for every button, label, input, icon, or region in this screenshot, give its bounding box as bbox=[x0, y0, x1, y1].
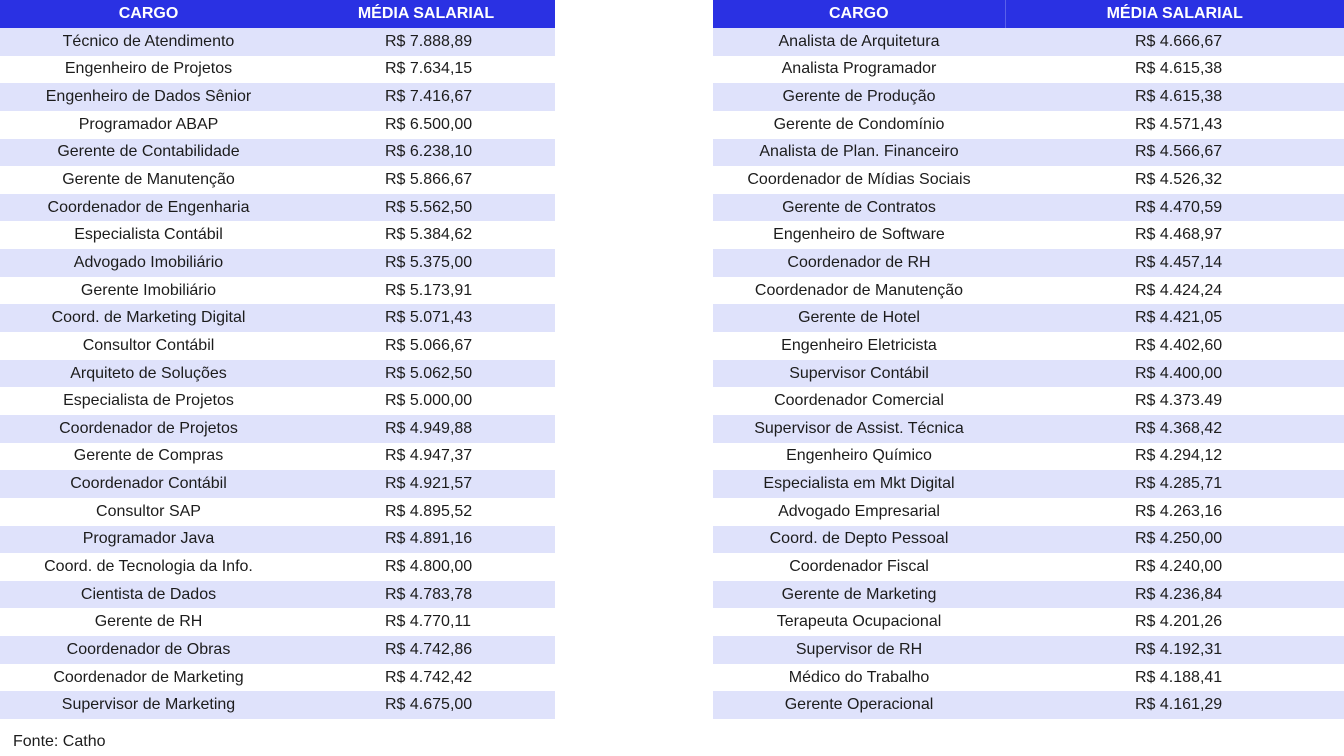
salary-cell: R$ 4.921,57 bbox=[297, 470, 555, 498]
salary-cell: R$ 5.173,91 bbox=[297, 277, 555, 305]
cargo-cell: Especialista de Projetos bbox=[0, 387, 297, 415]
cargo-cell: Gerente de Hotel bbox=[713, 304, 1005, 332]
table-row bbox=[0, 28, 555, 56]
salary-cell: R$ 4.800,00 bbox=[297, 553, 555, 581]
cargo-cell: Engenheiro de Dados Sênior bbox=[0, 83, 297, 111]
salary-cell: R$ 4.250,00 bbox=[1005, 526, 1344, 554]
cargo-cell: Engenheiro de Software bbox=[713, 221, 1005, 249]
cargo-cell: Programador Java bbox=[0, 526, 297, 554]
salary-cell: R$ 4.566,67 bbox=[1005, 139, 1344, 167]
cargo-cell: Supervisor Contábil bbox=[713, 360, 1005, 388]
table-row bbox=[713, 360, 1344, 388]
salary-cell: R$ 4.294,12 bbox=[1005, 443, 1344, 471]
cargo-cell: Consultor SAP bbox=[0, 498, 297, 526]
table-row bbox=[713, 28, 1344, 56]
salary-cell: R$ 4.201,26 bbox=[1005, 608, 1344, 636]
cargo-cell: Analista Programador bbox=[713, 56, 1005, 84]
cargo-cell: Coord. de Marketing Digital bbox=[0, 304, 297, 332]
salary-cell: R$ 4.675,00 bbox=[297, 691, 555, 719]
table-row bbox=[713, 581, 1344, 609]
salary-cell: R$ 4.666,67 bbox=[1005, 28, 1344, 56]
table-row bbox=[713, 608, 1344, 636]
table-row bbox=[713, 139, 1344, 167]
cargo-cell: Supervisor de Assist. Técnica bbox=[713, 415, 1005, 443]
salary-cell: R$ 4.424,24 bbox=[1005, 277, 1344, 305]
salary-cell: R$ 7.888,89 bbox=[297, 28, 555, 56]
table-row bbox=[713, 664, 1344, 692]
salary-cell: R$ 5.071,43 bbox=[297, 304, 555, 332]
salary-cell: R$ 4.188,41 bbox=[1005, 664, 1344, 692]
salary-cell: R$ 4.263,16 bbox=[1005, 498, 1344, 526]
salary-cell: R$ 6.500,00 bbox=[297, 111, 555, 139]
cargo-cell: Coordenador Fiscal bbox=[713, 553, 1005, 581]
table-row bbox=[713, 83, 1344, 111]
salary-cell: R$ 4.457,14 bbox=[1005, 249, 1344, 277]
cargo-cell: Arquiteto de Soluções bbox=[0, 360, 297, 388]
table-row bbox=[0, 664, 555, 692]
cargo-cell: Engenheiro Eletricista bbox=[713, 332, 1005, 360]
cargo-cell: Engenheiro Químico bbox=[713, 443, 1005, 471]
cargo-cell: Coordenador de Marketing bbox=[0, 664, 297, 692]
cargo-cell: Gerente de Contabilidade bbox=[0, 139, 297, 167]
table-row bbox=[713, 332, 1344, 360]
table-row bbox=[713, 166, 1344, 194]
salary-cell: R$ 4.285,71 bbox=[1005, 470, 1344, 498]
column-header-cargo[interactable]: CARGO bbox=[713, 0, 1005, 28]
table-row bbox=[713, 415, 1344, 443]
cargo-cell: Coordenador de Mídias Sociais bbox=[713, 166, 1005, 194]
table-row bbox=[0, 608, 555, 636]
salary-cell: R$ 4.400,00 bbox=[1005, 360, 1344, 388]
column-header-media-salarial[interactable]: MÉDIA SALARIAL bbox=[297, 0, 555, 28]
salary-cell: R$ 7.634,15 bbox=[297, 56, 555, 84]
salary-cell: R$ 4.895,52 bbox=[297, 498, 555, 526]
table-row bbox=[0, 691, 555, 719]
cargo-cell: Advogado Imobiliário bbox=[0, 249, 297, 277]
salary-table-left bbox=[0, 0, 555, 719]
salary-cell: R$ 5.062,50 bbox=[297, 360, 555, 388]
table-row bbox=[713, 56, 1344, 84]
source-note: Fonte: Catho bbox=[13, 733, 106, 750]
table-row bbox=[0, 277, 555, 305]
table-row bbox=[0, 387, 555, 415]
table-row bbox=[0, 221, 555, 249]
salary-cell: R$ 4.373.49 bbox=[1005, 387, 1344, 415]
table-row bbox=[713, 111, 1344, 139]
cargo-cell: Coordenador de Projetos bbox=[0, 415, 297, 443]
table-row bbox=[0, 304, 555, 332]
salary-cell: R$ 4.615,38 bbox=[1005, 83, 1344, 111]
cargo-cell: Coordenador Comercial bbox=[713, 387, 1005, 415]
cargo-cell: Gerente Operacional bbox=[713, 691, 1005, 719]
table-row bbox=[713, 526, 1344, 554]
cargo-cell: Consultor Contábil bbox=[0, 332, 297, 360]
cargo-cell: Gerente de Contratos bbox=[713, 194, 1005, 222]
table-header-row bbox=[713, 0, 1344, 28]
salary-cell: R$ 6.238,10 bbox=[297, 139, 555, 167]
cargo-cell: Técnico de Atendimento bbox=[0, 28, 297, 56]
table-row bbox=[713, 277, 1344, 305]
salary-cell: R$ 4.240,00 bbox=[1005, 553, 1344, 581]
cargo-cell: Terapeuta Ocupacional bbox=[713, 608, 1005, 636]
table-row bbox=[0, 443, 555, 471]
cargo-cell: Gerente Imobiliário bbox=[0, 277, 297, 305]
table-row bbox=[713, 470, 1344, 498]
salary-cell: R$ 5.866,67 bbox=[297, 166, 555, 194]
salary-cell: R$ 4.468,97 bbox=[1005, 221, 1344, 249]
salary-cell: R$ 4.470,59 bbox=[1005, 194, 1344, 222]
salary-cell: R$ 5.375,00 bbox=[297, 249, 555, 277]
cargo-cell: Gerente de Compras bbox=[0, 443, 297, 471]
table-row bbox=[0, 194, 555, 222]
salary-cell: R$ 4.526,32 bbox=[1005, 166, 1344, 194]
table-row bbox=[713, 553, 1344, 581]
salary-cell: R$ 4.615,38 bbox=[1005, 56, 1344, 84]
salary-cell: R$ 5.000,00 bbox=[297, 387, 555, 415]
cargo-cell: Supervisor de RH bbox=[713, 636, 1005, 664]
cargo-cell: Coordenador Contábil bbox=[0, 470, 297, 498]
salary-cell: R$ 4.236,84 bbox=[1005, 581, 1344, 609]
salary-cell: R$ 4.421,05 bbox=[1005, 304, 1344, 332]
salary-cell: R$ 4.368,42 bbox=[1005, 415, 1344, 443]
salary-cell: R$ 4.891,16 bbox=[297, 526, 555, 554]
salary-cell: R$ 5.562,50 bbox=[297, 194, 555, 222]
salary-cell: R$ 4.571,43 bbox=[1005, 111, 1344, 139]
table-row bbox=[713, 221, 1344, 249]
table-row bbox=[0, 581, 555, 609]
table-row bbox=[713, 249, 1344, 277]
cargo-cell: Gerente de RH bbox=[0, 608, 297, 636]
table-row bbox=[0, 83, 555, 111]
salary-cell: R$ 4.402,60 bbox=[1005, 332, 1344, 360]
column-header-media-salarial[interactable]: MÉDIA SALARIAL bbox=[1005, 0, 1344, 28]
table-row bbox=[713, 443, 1344, 471]
table-row bbox=[713, 498, 1344, 526]
cargo-cell: Médico do Trabalho bbox=[713, 664, 1005, 692]
table-row bbox=[0, 415, 555, 443]
cargo-cell: Coordenador de RH bbox=[713, 249, 1005, 277]
salary-cell: R$ 4.161,29 bbox=[1005, 691, 1344, 719]
table-row bbox=[713, 636, 1344, 664]
table-row bbox=[0, 498, 555, 526]
table-row bbox=[0, 526, 555, 554]
cargo-cell: Cientista de Dados bbox=[0, 581, 297, 609]
cargo-cell: Programador ABAP bbox=[0, 111, 297, 139]
salary-cell: R$ 4.742,86 bbox=[297, 636, 555, 664]
salary-cell: R$ 4.770,11 bbox=[297, 608, 555, 636]
cargo-cell: Engenheiro de Projetos bbox=[0, 56, 297, 84]
cargo-cell: Gerente de Manutenção bbox=[0, 166, 297, 194]
table-header-row bbox=[0, 0, 555, 28]
cargo-cell: Coord. de Tecnologia da Info. bbox=[0, 553, 297, 581]
table-row bbox=[0, 111, 555, 139]
cargo-cell: Especialista Contábil bbox=[0, 221, 297, 249]
cargo-cell: Advogado Empresarial bbox=[713, 498, 1005, 526]
salary-cell: R$ 4.783,78 bbox=[297, 581, 555, 609]
cargo-cell: Gerente de Condomínio bbox=[713, 111, 1005, 139]
cargo-cell: Gerente de Produção bbox=[713, 83, 1005, 111]
salary-cell: R$ 5.066,67 bbox=[297, 332, 555, 360]
table-row bbox=[713, 194, 1344, 222]
cargo-cell: Gerente de Marketing bbox=[713, 581, 1005, 609]
table-row bbox=[0, 166, 555, 194]
cargo-cell: Coordenador de Manutenção bbox=[713, 277, 1005, 305]
salary-cell: R$ 4.192,31 bbox=[1005, 636, 1344, 664]
cargo-cell: Coord. de Depto Pessoal bbox=[713, 526, 1005, 554]
table-row bbox=[713, 304, 1344, 332]
salary-cell: R$ 4.947,37 bbox=[297, 443, 555, 471]
salary-cell: R$ 4.949,88 bbox=[297, 415, 555, 443]
table-row bbox=[0, 332, 555, 360]
table-row bbox=[713, 387, 1344, 415]
table-row bbox=[713, 691, 1344, 719]
cargo-cell: Coordenador de Obras bbox=[0, 636, 297, 664]
table-row bbox=[0, 470, 555, 498]
table-row bbox=[0, 139, 555, 167]
cargo-cell: Supervisor de Marketing bbox=[0, 691, 297, 719]
table-row bbox=[0, 360, 555, 388]
column-header-cargo[interactable]: CARGO bbox=[0, 0, 297, 28]
cargo-cell: Analista de Arquitetura bbox=[713, 28, 1005, 56]
salary-cell: R$ 4.742,42 bbox=[297, 664, 555, 692]
salary-table-right bbox=[713, 0, 1344, 719]
cargo-cell: Especialista em Mkt Digital bbox=[713, 470, 1005, 498]
table-row bbox=[0, 56, 555, 84]
table-row bbox=[0, 553, 555, 581]
table-row bbox=[0, 636, 555, 664]
salary-cell: R$ 7.416,67 bbox=[297, 83, 555, 111]
cargo-cell: Coordenador de Engenharia bbox=[0, 194, 297, 222]
cargo-cell: Analista de Plan. Financeiro bbox=[713, 139, 1005, 167]
salary-cell: R$ 5.384,62 bbox=[297, 221, 555, 249]
table-row bbox=[0, 249, 555, 277]
